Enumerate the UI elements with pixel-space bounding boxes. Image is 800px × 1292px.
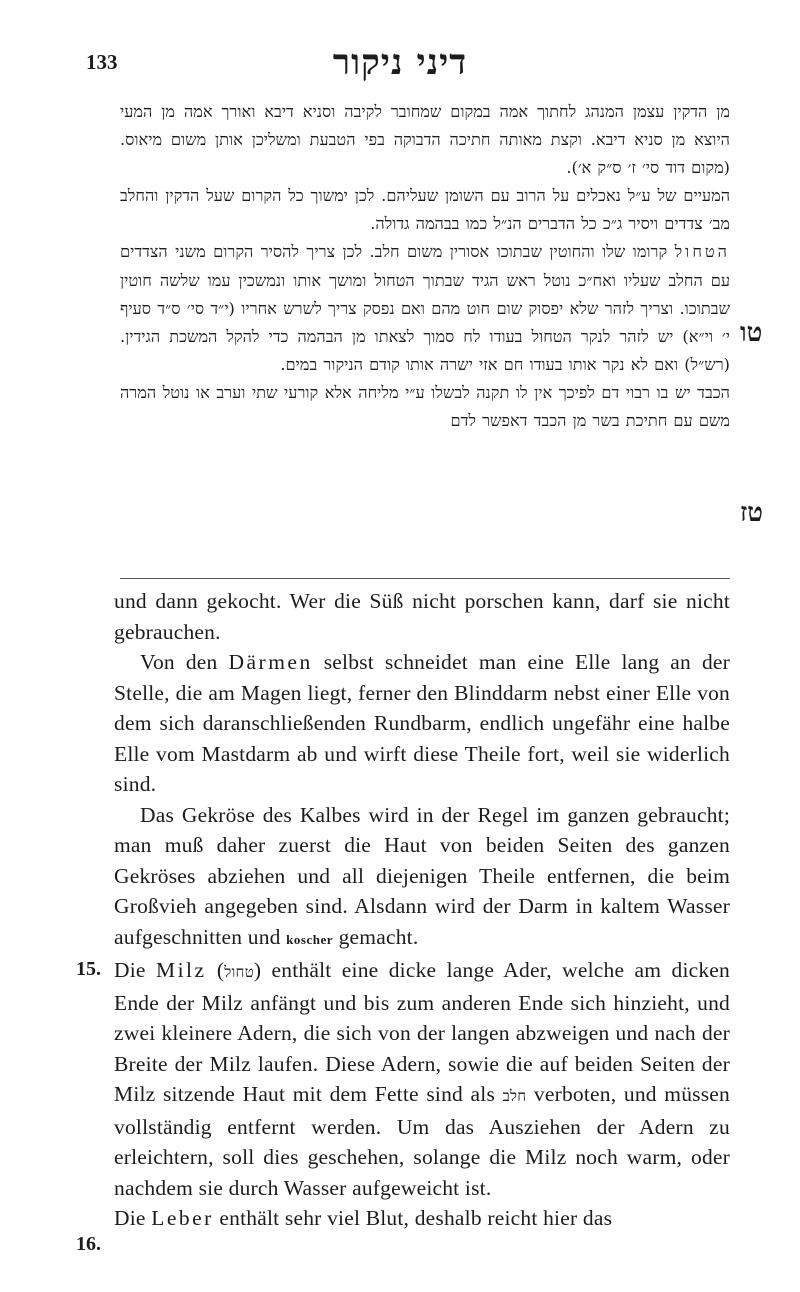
german-s15-start: Die <box>114 958 156 982</box>
german-p3-end: gemacht. <box>333 924 419 949</box>
hebrew-text-block <box>120 98 730 435</box>
hebrew-paragraph-4: הכבד יש בו רבוי דם לפיכך אין לו תקנה לבשלו ע״י מליחה אלא קורעי שתי וערב או נוטל המרה משם עם חתיכת בשר מן הכבד דאפשר לדם <box>120 382 730 431</box>
german-term-liver: Leber <box>151 1206 214 1230</box>
german-paragraph-3 <box>114 800 730 956</box>
german-paragraph-2 <box>114 647 730 800</box>
german-paragraph-1: und dann gekocht. Wer die Süß nicht porschen kann, darf sie nicht gebrauchen. <box>114 589 730 644</box>
hebrew-paragraph-1: מן הדקין עצמן המנהג לחתוך אמה במקום שמחובר לקיבה וסניא דיבא ואורך אמה מן המעי היוצא מן סניא דיבא. וקצת מאותה חתיכה הדבוקה בפי הטבעת ומשליכן אותן משום מיאוס. (מקום דוד סי׳ ז׳ ס״ק א׳). <box>120 102 730 178</box>
german-term-kosher: koscher <box>286 931 334 947</box>
german-s15-end: verboten, und müssen vollständig entfernt werden. Um das Ausziehen der Adern zu erleichtern, soll dies geschehen, solange die Milz noch warm, oder nachdem sie durch Wasser aufgeweicht ist. <box>114 1082 730 1200</box>
german-s16-body: enthält sehr viel Blut, deshalb reicht hier das <box>213 1206 613 1230</box>
german-section-15: Die Milz (טחול) enthält eine dicke lange Ader, welche am dicken Ende der Milz anfängt und bis zum anderen Ende sich hinzieht, und zwei kleinere Adern, die sich von der langen abzweigen und nach der Breite der Milz laufen. Diese Adern, sowie die auf beiden Seiten der Milz sitzende Haut mit dem Fette sind als חלב verboten, und müssen vollständig entfernt werden. Um das Ausziehen der Adern zu erleichtern, soll dies geschehen, solange die Milz noch warm, oder nachdem sie durch Wasser aufgeweicht ist. <box>114 958 731 1200</box>
section-number-16: 16. <box>76 1233 101 1255</box>
margin-mark-16: טז <box>740 498 763 528</box>
german-s15-hebrew-chelev: חלב <box>502 1087 527 1105</box>
german-s15-body: enthält eine dicke lange Ader, welche am dicken Ende der Milz anfängt und bis zum anderen Ende sich hinzieht, und zwei kleinere Adern, die sich von der langen abzweigen und nach der Breite der Milz laufen. Diese Adern, sowie die auf beiden Seiten der Milz sitzende Haut mit dem Fette sind als <box>114 958 731 1106</box>
german-s16-start: Die <box>114 1206 152 1230</box>
german-s15-hebrew-term: טחול <box>224 963 254 981</box>
hebrew-paragraph-3-body: קרומו שלו והחוטין שבתוכו אסורין משום חלב. לכן צריך להסיר הקרום משני הצדדים עם החלב שעליו ואח״כ נוטל ראש הגיד שבתוך הטחול ומושך אותו ונמשכין עמו שלשה חוטין שבתוכו. וצריך לזהר שלא יפסוק שום חוט מהם ואם נפסק צריך לשרש אחריו (י״ד סי׳ ס״ד סעיף י׳ וי״א) יש לזהר לנקר הטחול בעודו לח סמוך לצאתו מן הבהמה כדי להקל המשכת הגידין. (רש״ל) ואם לא נקר אותו בעודו חם אזי ישרה אותו קודם הניקור במים. <box>120 242 730 374</box>
german-term-spleen: Milz <box>155 958 207 982</box>
german-term-intestines: Därmen <box>228 650 313 674</box>
german-p2-start: Von den <box>140 650 229 674</box>
hebrew-paragraph-3 <box>120 238 730 378</box>
german-section-16 <box>114 1203 730 1234</box>
text-divider <box>120 578 730 579</box>
margin-mark-15: טו <box>740 318 763 348</box>
running-title: דיני ניקור <box>332 42 468 83</box>
german-text-block <box>114 586 730 1234</box>
page-number: 133 <box>86 50 118 74</box>
hebrew-paragraph-2: המעיים של ע״ל נאכלים על הרוב עם השומן שעליהם. לכן ימשוך כל הקרום שעל הדקין והחלב מב׳ צדדים ויסיר ג״כ כל הדברים הנ״ל כמו בבהמה גדולה. <box>120 186 731 234</box>
german-p3-text: Das Gekröse des Kalbes wird in der Regel im ganzen gebraucht; man muß daher zuerst die Haut von beiden Seiten des ganzen Gekröses abziehen und all diejenigen Theile entfernen, die beim Großvieh angegeben sind. Alsdann wird der Darm in kaltem Wasser aufgeschnitten und <box>114 802 730 949</box>
section-number-15: 15. <box>76 958 101 980</box>
german-p2-rest: selbst schneidet man eine Elle lang an der Stelle, die am Magen liegt, ferner den Blinddarm nebst einer Elle von dem sich daranschließenden Rundbarm, endlich ungefähr eine halbe Elle vom Mastdarm ab und wirft diese Theile fort, weil sie widerlich sind. <box>114 650 730 796</box>
hebrew-term-spleen: הטחול <box>674 242 730 262</box>
